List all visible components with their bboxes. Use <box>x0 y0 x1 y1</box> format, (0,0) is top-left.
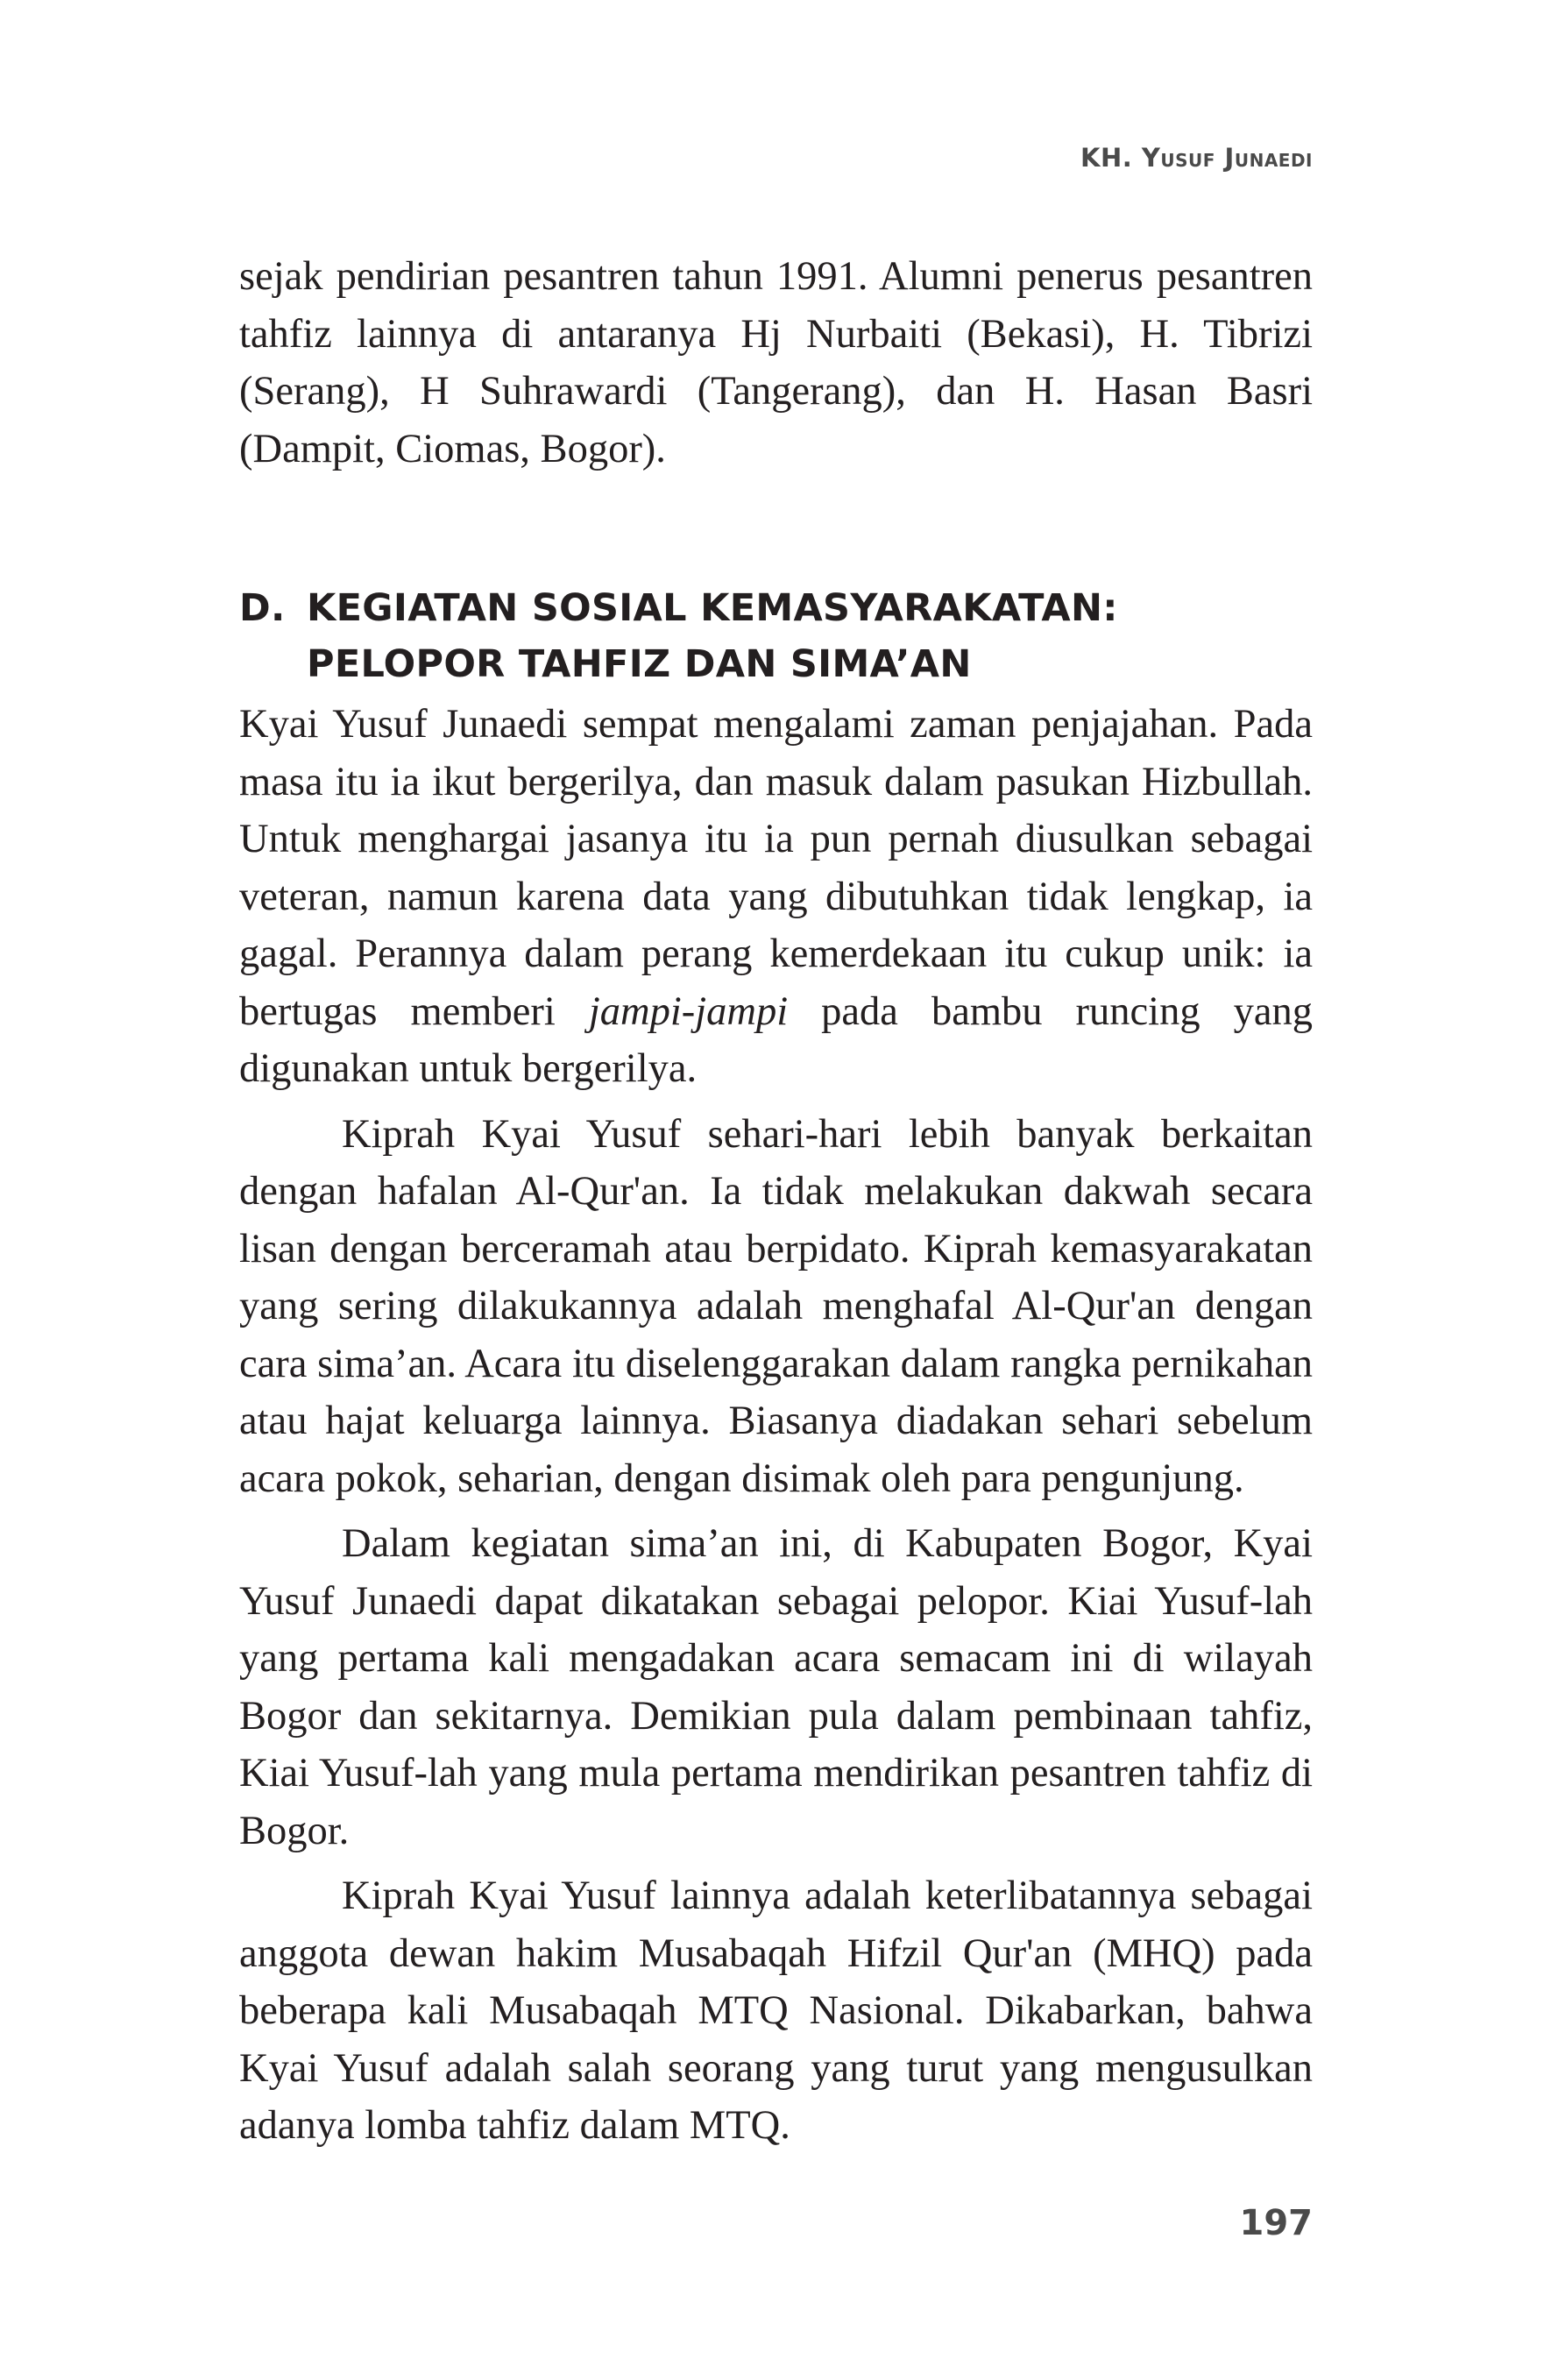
paragraph-1 <box>239 696 1313 1098</box>
running-head-text: KH. Yusuf Junaedi <box>1080 143 1313 173</box>
section-letter: D. <box>239 586 286 630</box>
section-title-line1: KEGIATAN SOSIAL KEMASYARAKATAN: <box>307 586 1118 630</box>
paragraph-4: Kiprah Kyai Yusuf lainnya adalah keterlibatannya sebagai anggota dewan hakim Musabaqah Hifzil Qur'an (MHQ) pada beberapa kali Musabaqah MTQ Nasional. Dikabarkan, bahwa Kyai Yusuf adalah salah seorang yang turut yang mengusulkan adanya lomba tahfiz dalam MTQ. <box>239 1874 1313 2148</box>
paragraph-1-italic: jampi-jampi <box>588 988 789 1034</box>
paragraph-2: Kiprah Kyai Yusuf sehari-hari lebih banyak berkaitan dengan hafalan Al-Qur'an. Ia tidak melakukan dakwah secara lisan dengan berceramah atau berpidato. Kiprah kemasyarakatan yang sering dilakukannya adalah menghafal Al-Qur'an dengan cara sima’an. Acara itu diselenggarakan dalam rangka pernikahan atau hajat keluarga lainnya. Biasanya diadakan sehari sebelum acara pokok, seharian, dengan disimak oleh para pengunjung. <box>239 1111 1313 1501</box>
paragraph-1-text-a: Kyai Yusuf Junaedi sempat mengalami zaman penjajahan. Pada masa itu ia ikut bergerilya, dan masuk dalam pasukan Hizbullah. Untuk menghargai jasanya itu ia pun pernah diusulkan sebagai veteran, namun karena data yang dibutuhkan tidak lengkap, ia gagal. Perannya dalam perang kemerdekaan itu cukup unik: ia bertugas memberi <box>239 702 1313 1034</box>
paragraph-3: Dalam kegiatan sima’an ini, di Kabupaten Bogor, Kyai Yusuf Junaedi dapat dikatakan sebagai pelopor. Kiai Yusuf-lah yang pertama kali mengadakan acara semacam ini di wilayah Bogor dan sekitarnya. Demikian pula dalam pembinaan tahfiz, Kiai Yusuf-lah yang mula pertama mendirikan pesantren tahfiz di Bogor. <box>239 1521 1313 1853</box>
section-title-line2: PELOPOR TAHFIZ DAN SIMA’AN <box>307 642 972 686</box>
running-head <box>1080 143 1313 173</box>
intro-section <box>239 248 1313 478</box>
intro-paragraph: sejak pendirian pesantren tahun 1991. Alumni penerus pesantren tahfiz lainnya di antaranya Hj Nurbaiti (Bekasi), H. Tibrizi (Serang), H Suhrawardi (Tangerang), dan H. Hasan Basri (Dampit, Ciomas, Bogor). <box>239 254 1313 471</box>
section-heading <box>239 580 1313 692</box>
section-body <box>239 696 1313 2155</box>
paragraph-1-text-b: pada bambu runcing yang digunakan untuk bergerilya. <box>239 988 1313 1091</box>
page-number: 197 <box>1239 2203 1313 2243</box>
